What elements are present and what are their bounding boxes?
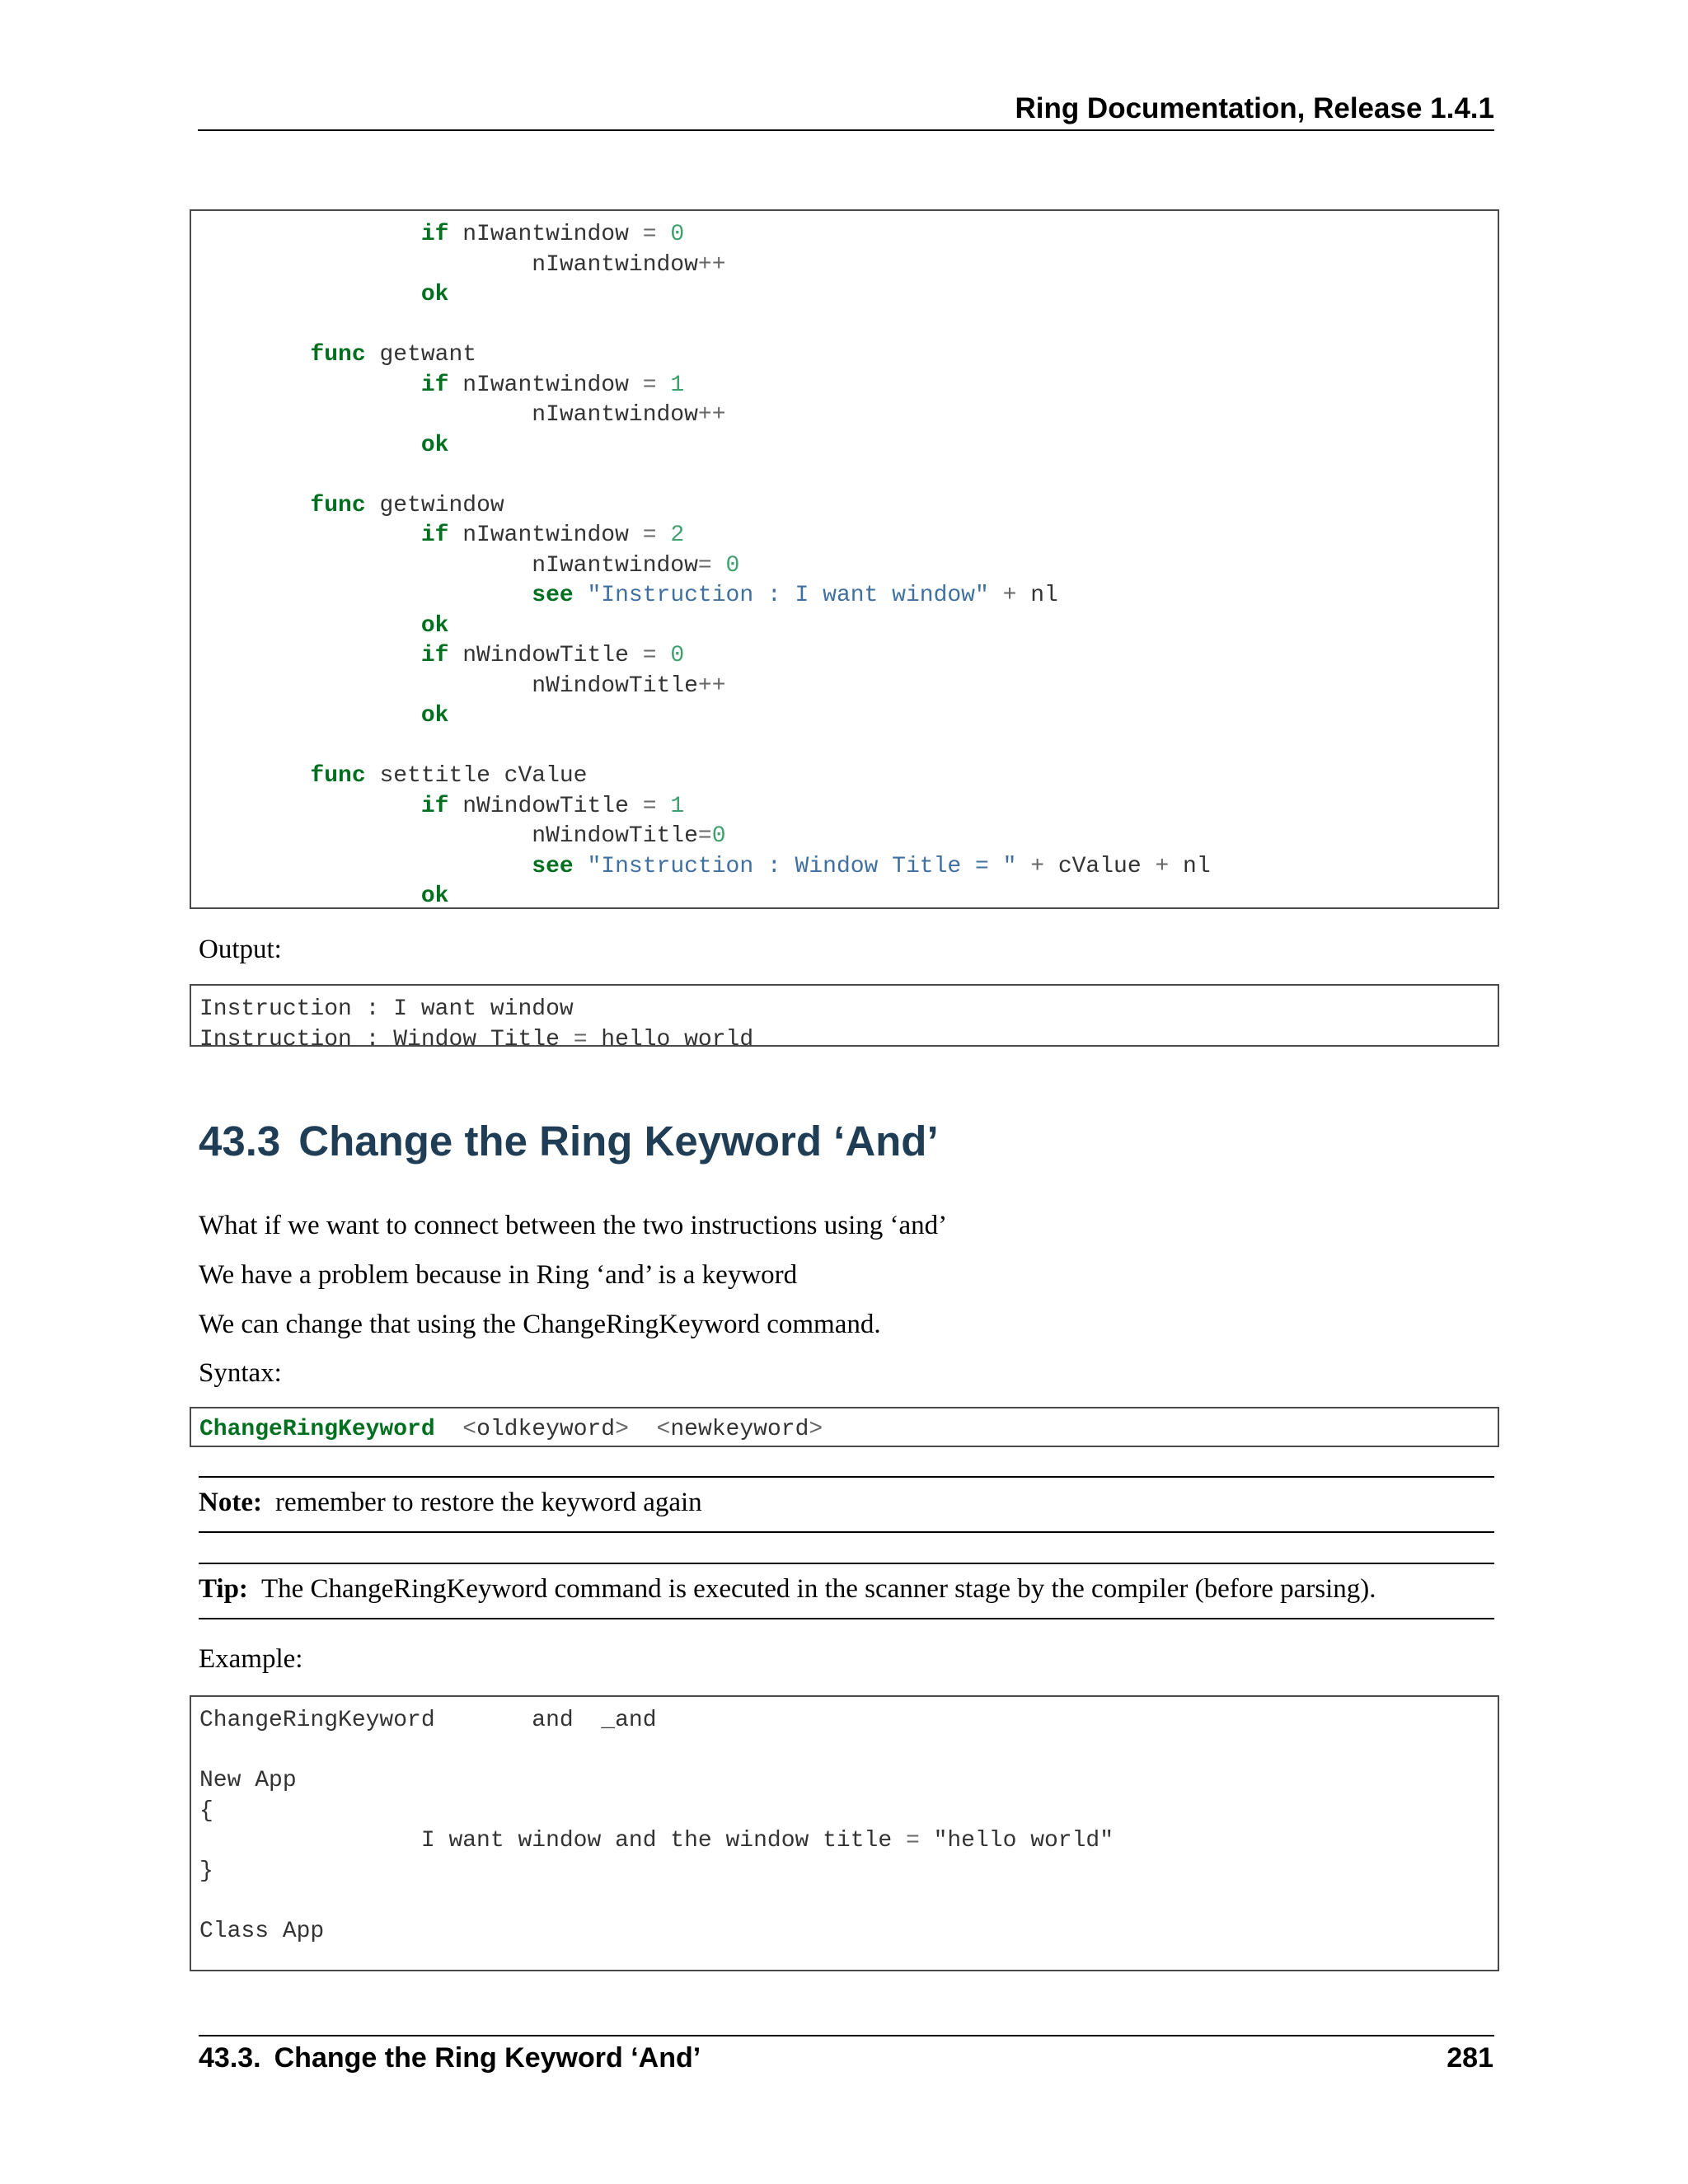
code-token: ChangeRingKeyword and _and <box>199 1708 657 1733</box>
code-token: see <box>532 583 574 608</box>
code-token: nIwantwindow <box>448 372 643 398</box>
code-token: nIwantwindow <box>532 251 698 278</box>
code-block-functions <box>190 209 1499 909</box>
code-line <box>199 219 684 250</box>
code-token: ChangeRingKeyword <box>199 1417 435 1442</box>
code-line <box>199 250 726 280</box>
code-token: getwant <box>365 342 477 368</box>
output-label: Output: <box>199 935 282 964</box>
code-token: if <box>420 222 449 247</box>
code-token: func <box>310 492 366 518</box>
code-token: + <box>1002 583 1017 608</box>
code-token: if <box>420 523 449 548</box>
code-block-syntax <box>190 1407 1499 1447</box>
code-line <box>199 881 448 912</box>
code-line <box>199 370 684 401</box>
code-token: "Instruction : I want window" <box>587 583 989 608</box>
code-token: nl <box>1016 583 1058 608</box>
code-token: 1 <box>670 793 685 819</box>
syntax-label: Syntax: <box>199 1358 282 1388</box>
code-line <box>199 701 448 731</box>
code-token: < <box>656 1417 671 1442</box>
code-line <box>199 490 504 521</box>
code-line <box>199 1414 823 1445</box>
code-token: ++ <box>697 251 726 278</box>
code-token: 0 <box>725 552 740 579</box>
code-line <box>199 1765 297 1796</box>
code-token: newkeyword <box>670 1417 809 1442</box>
code-line <box>199 430 448 461</box>
code-token: nWindowTitle <box>532 673 698 699</box>
example-label: Example: <box>199 1644 303 1674</box>
code-token: cValue <box>1044 853 1156 879</box>
code-token: ++ <box>697 402 726 428</box>
note-label: Note: <box>199 1488 262 1517</box>
code-line <box>199 851 1211 882</box>
tip-rule-bottom <box>199 1618 1494 1619</box>
note-rule-top <box>199 1476 1494 1478</box>
code-token: < <box>462 1417 477 1442</box>
code-block-example <box>190 1695 1499 1971</box>
code-token: 0 <box>711 823 726 849</box>
code-token: 0 <box>670 222 685 247</box>
note-text: remember to restore the keyword again <box>274 1488 702 1517</box>
code-token: = <box>697 823 712 849</box>
code-token: 2 <box>670 523 685 548</box>
section-heading <box>199 1117 939 1165</box>
code-token: if <box>420 793 449 819</box>
code-line <box>199 761 587 791</box>
code-token <box>712 553 726 579</box>
code-line <box>199 1916 324 1947</box>
code-token: ok <box>420 703 449 729</box>
code-token: nWindowTitle <box>448 643 643 668</box>
tip-admonition <box>199 1574 1376 1605</box>
code-token: func <box>310 342 366 368</box>
footer-section <box>199 2042 701 2074</box>
code-line <box>199 340 476 370</box>
code-line <box>199 1856 213 1886</box>
code-token: = <box>642 372 657 398</box>
footer-section-title: Change the Ring Keyword ‘And’ <box>274 2042 701 2074</box>
footer-section-number: 43.3. <box>199 2042 261 2074</box>
code-token: nWindowTitle <box>448 793 643 819</box>
tip-label: Tip: <box>199 1574 248 1604</box>
code-line <box>199 1796 213 1826</box>
code-token: 0 <box>670 643 685 668</box>
code-token <box>989 583 1003 608</box>
paragraph: We have a problem because in Ring ‘and’ is a keyword <box>199 1260 798 1290</box>
code-token: nIwantwindow <box>532 552 698 579</box>
code-token <box>435 1417 463 1442</box>
code-token: = <box>642 523 657 548</box>
code-token: if <box>420 643 449 668</box>
footer-rule <box>199 2035 1494 2036</box>
code-token: nl <box>1169 853 1211 879</box>
code-token: Instruction : I want window <box>199 996 574 1022</box>
code-token <box>657 222 671 247</box>
running-header: Ring Documentation, Release 1.4.1 <box>1015 92 1494 124</box>
page-number: 281 <box>1447 2042 1493 2074</box>
code-line <box>199 671 726 701</box>
code-token <box>657 523 671 548</box>
code-token <box>657 643 671 668</box>
code-token <box>574 583 588 608</box>
code-line <box>199 580 1058 611</box>
code-line <box>199 400 726 430</box>
code-token: getwindow <box>365 492 504 518</box>
note-rule-bottom <box>199 1531 1494 1533</box>
code-token <box>1016 854 1030 879</box>
section-number: 43.3 <box>199 1118 281 1165</box>
header-rule <box>198 129 1494 131</box>
code-token: nIwantwindow <box>448 523 643 548</box>
code-line <box>199 279 448 310</box>
code-token: ok <box>420 612 449 639</box>
code-token: hello world <box>587 1026 754 1052</box>
note-admonition <box>199 1488 702 1518</box>
code-token: nIwantwindow <box>532 402 698 428</box>
code-token: { <box>199 1797 213 1824</box>
code-token: ok <box>420 432 449 458</box>
code-token: if <box>420 372 449 398</box>
code-token: see <box>532 853 574 879</box>
code-token: = <box>573 1026 588 1052</box>
code-token: 1 <box>670 372 685 398</box>
tip-rule-top <box>199 1563 1494 1564</box>
code-block-output <box>190 984 1499 1052</box>
code-line <box>199 791 684 822</box>
code-line <box>199 994 574 1024</box>
code-line <box>199 611 448 641</box>
code-token: > <box>809 1417 823 1442</box>
code-line <box>199 1024 753 1055</box>
code-token: func <box>310 763 366 789</box>
code-token: = <box>905 1828 920 1854</box>
code-token: New App <box>199 1768 297 1793</box>
code-line <box>199 551 739 581</box>
code-token <box>574 854 588 879</box>
paragraph: We can change that using the ChangeRingKeyword command. <box>199 1310 881 1339</box>
code-token: Instruction : Window Title <box>199 1026 574 1052</box>
code-token: I want window and the window title <box>420 1828 906 1854</box>
code-token: "hello world" <box>919 1828 1114 1854</box>
code-line <box>199 1825 1114 1856</box>
code-token: settitle cValue <box>365 763 588 789</box>
code-token: "Instruction : Window Title = " <box>587 853 1017 879</box>
code-token: > <box>615 1417 629 1442</box>
code-token: } <box>199 1858 213 1884</box>
section-title-text: Change the Ring Keyword ‘And’ <box>298 1118 939 1165</box>
tip-text: The ChangeRingKeyword command is executed in the scanner stage by the compiler (before parsing). <box>260 1574 1376 1604</box>
code-token <box>629 1417 657 1442</box>
code-token: nIwantwindow <box>448 222 643 247</box>
code-token: = <box>642 222 657 247</box>
code-token <box>657 794 671 819</box>
code-token: + <box>1030 853 1045 879</box>
code-line <box>199 1705 657 1736</box>
code-token: = <box>642 643 657 668</box>
code-token: = <box>642 793 657 819</box>
code-token: oldkeyword <box>476 1417 616 1442</box>
code-line <box>199 821 726 851</box>
code-token <box>657 373 671 398</box>
code-token: Class App <box>199 1918 325 1944</box>
code-token: ok <box>420 282 449 307</box>
code-token: nWindowTitle <box>532 823 698 849</box>
paragraph: What if we want to connect between the two instructions using ‘and’ <box>199 1211 948 1240</box>
code-token: + <box>1155 853 1170 879</box>
code-line <box>199 640 684 671</box>
code-line <box>199 520 684 551</box>
code-token: ok <box>420 883 449 909</box>
code-token: ++ <box>697 673 726 699</box>
code-token: = <box>697 552 712 579</box>
